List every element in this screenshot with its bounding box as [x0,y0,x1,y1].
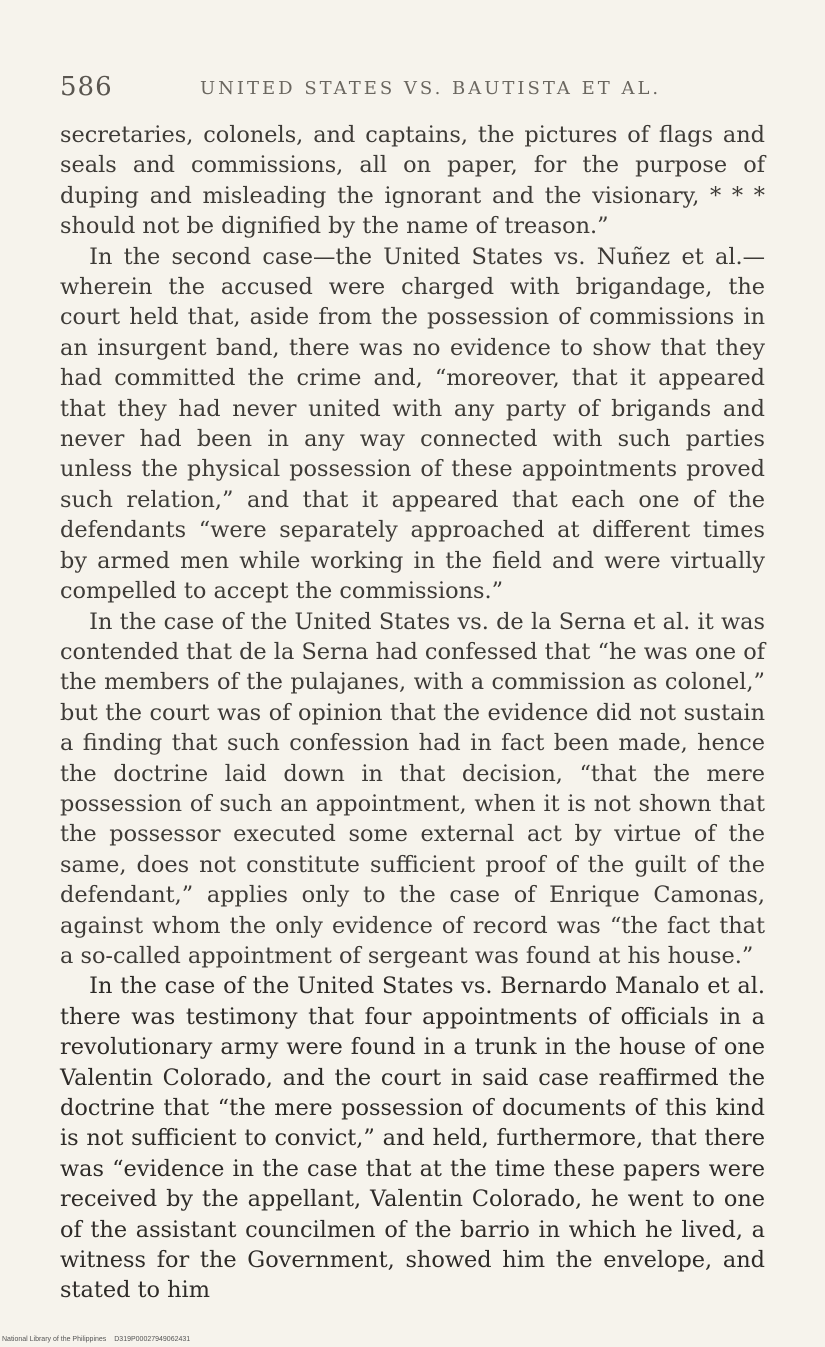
scan-footer [2,1336,190,1343]
scan-identifier: D319P00027949062431 [114,1336,191,1343]
paragraph-de-la-serna-case: In the case of the United States vs. de la Serna et al. it was contended that de la Serna had confessed that “he was one of the members of the pulajanes, with a commission as colonel,” but the court was of opinion that the evidence did not sustain a finding that such confession had in fact been made, hence the doctrine laid down in that decision, “that the mere possession of such an appointment, when it is not shown that the possessor executed some external act by virtue of the same, does not constitute sufficient proof of the guilt of the defendant,” applies only to the case of Enrique Camonas, against whom the only evidence of record was “the fact that a so-called appointment of sergeant was found at his house.” [60,608,765,969]
page-header [60,72,770,112]
paragraph-manalo-case: In the case of the United States vs. Bernardo Manalo et al. there was testimony that four appointments of officials in a revolutionary army were found in a trunk in the house of one Valentin Colorado, and the court in said case reaffirmed the doctrine that “the mere possession of documents of this kind is not sufficient to convict,” and held, furthermore, that there was “evidence in the case that at the time these papers were received by the appellant, Valentin Colorado, he went to one of the assistant councilmen of the barrio in which he lived, a witness for the Government, showed him the envelope, and stated to him [60,973,765,1304]
paragraph-continued: secretaries, colonels, and captains, the pictures of flags and seals and commissions, all on paper, for the purpose of duping and misleading the ignorant and the visionary, * * * should not be dignified by the name of treason.” [60,122,765,240]
library-credit: National Library of the Philippines [2,1336,107,1343]
body-text [60,120,765,1306]
paragraph-nunez-case: In the second case—the United States vs. Nuñez et al.—wherein the accused were charged with brigandage, the court held that, aside from the possession of commissions in an insurgent band, there was no evidence to show that they had committed the crime and, “moreover, that it appeared that they had never united with any party of brigands and never had been in any way connected with such parties unless the physical possession of these appointments proved such relation,” and that it appeared that each one of the defendants “were separately approached at different times by armed men while working in the field and were virtually compelled to accept the commissions.” [60,243,765,605]
running-head: UNITED STATES VS. BAUTISTA ET AL. [200,78,662,99]
page-number: 586 [60,72,113,102]
